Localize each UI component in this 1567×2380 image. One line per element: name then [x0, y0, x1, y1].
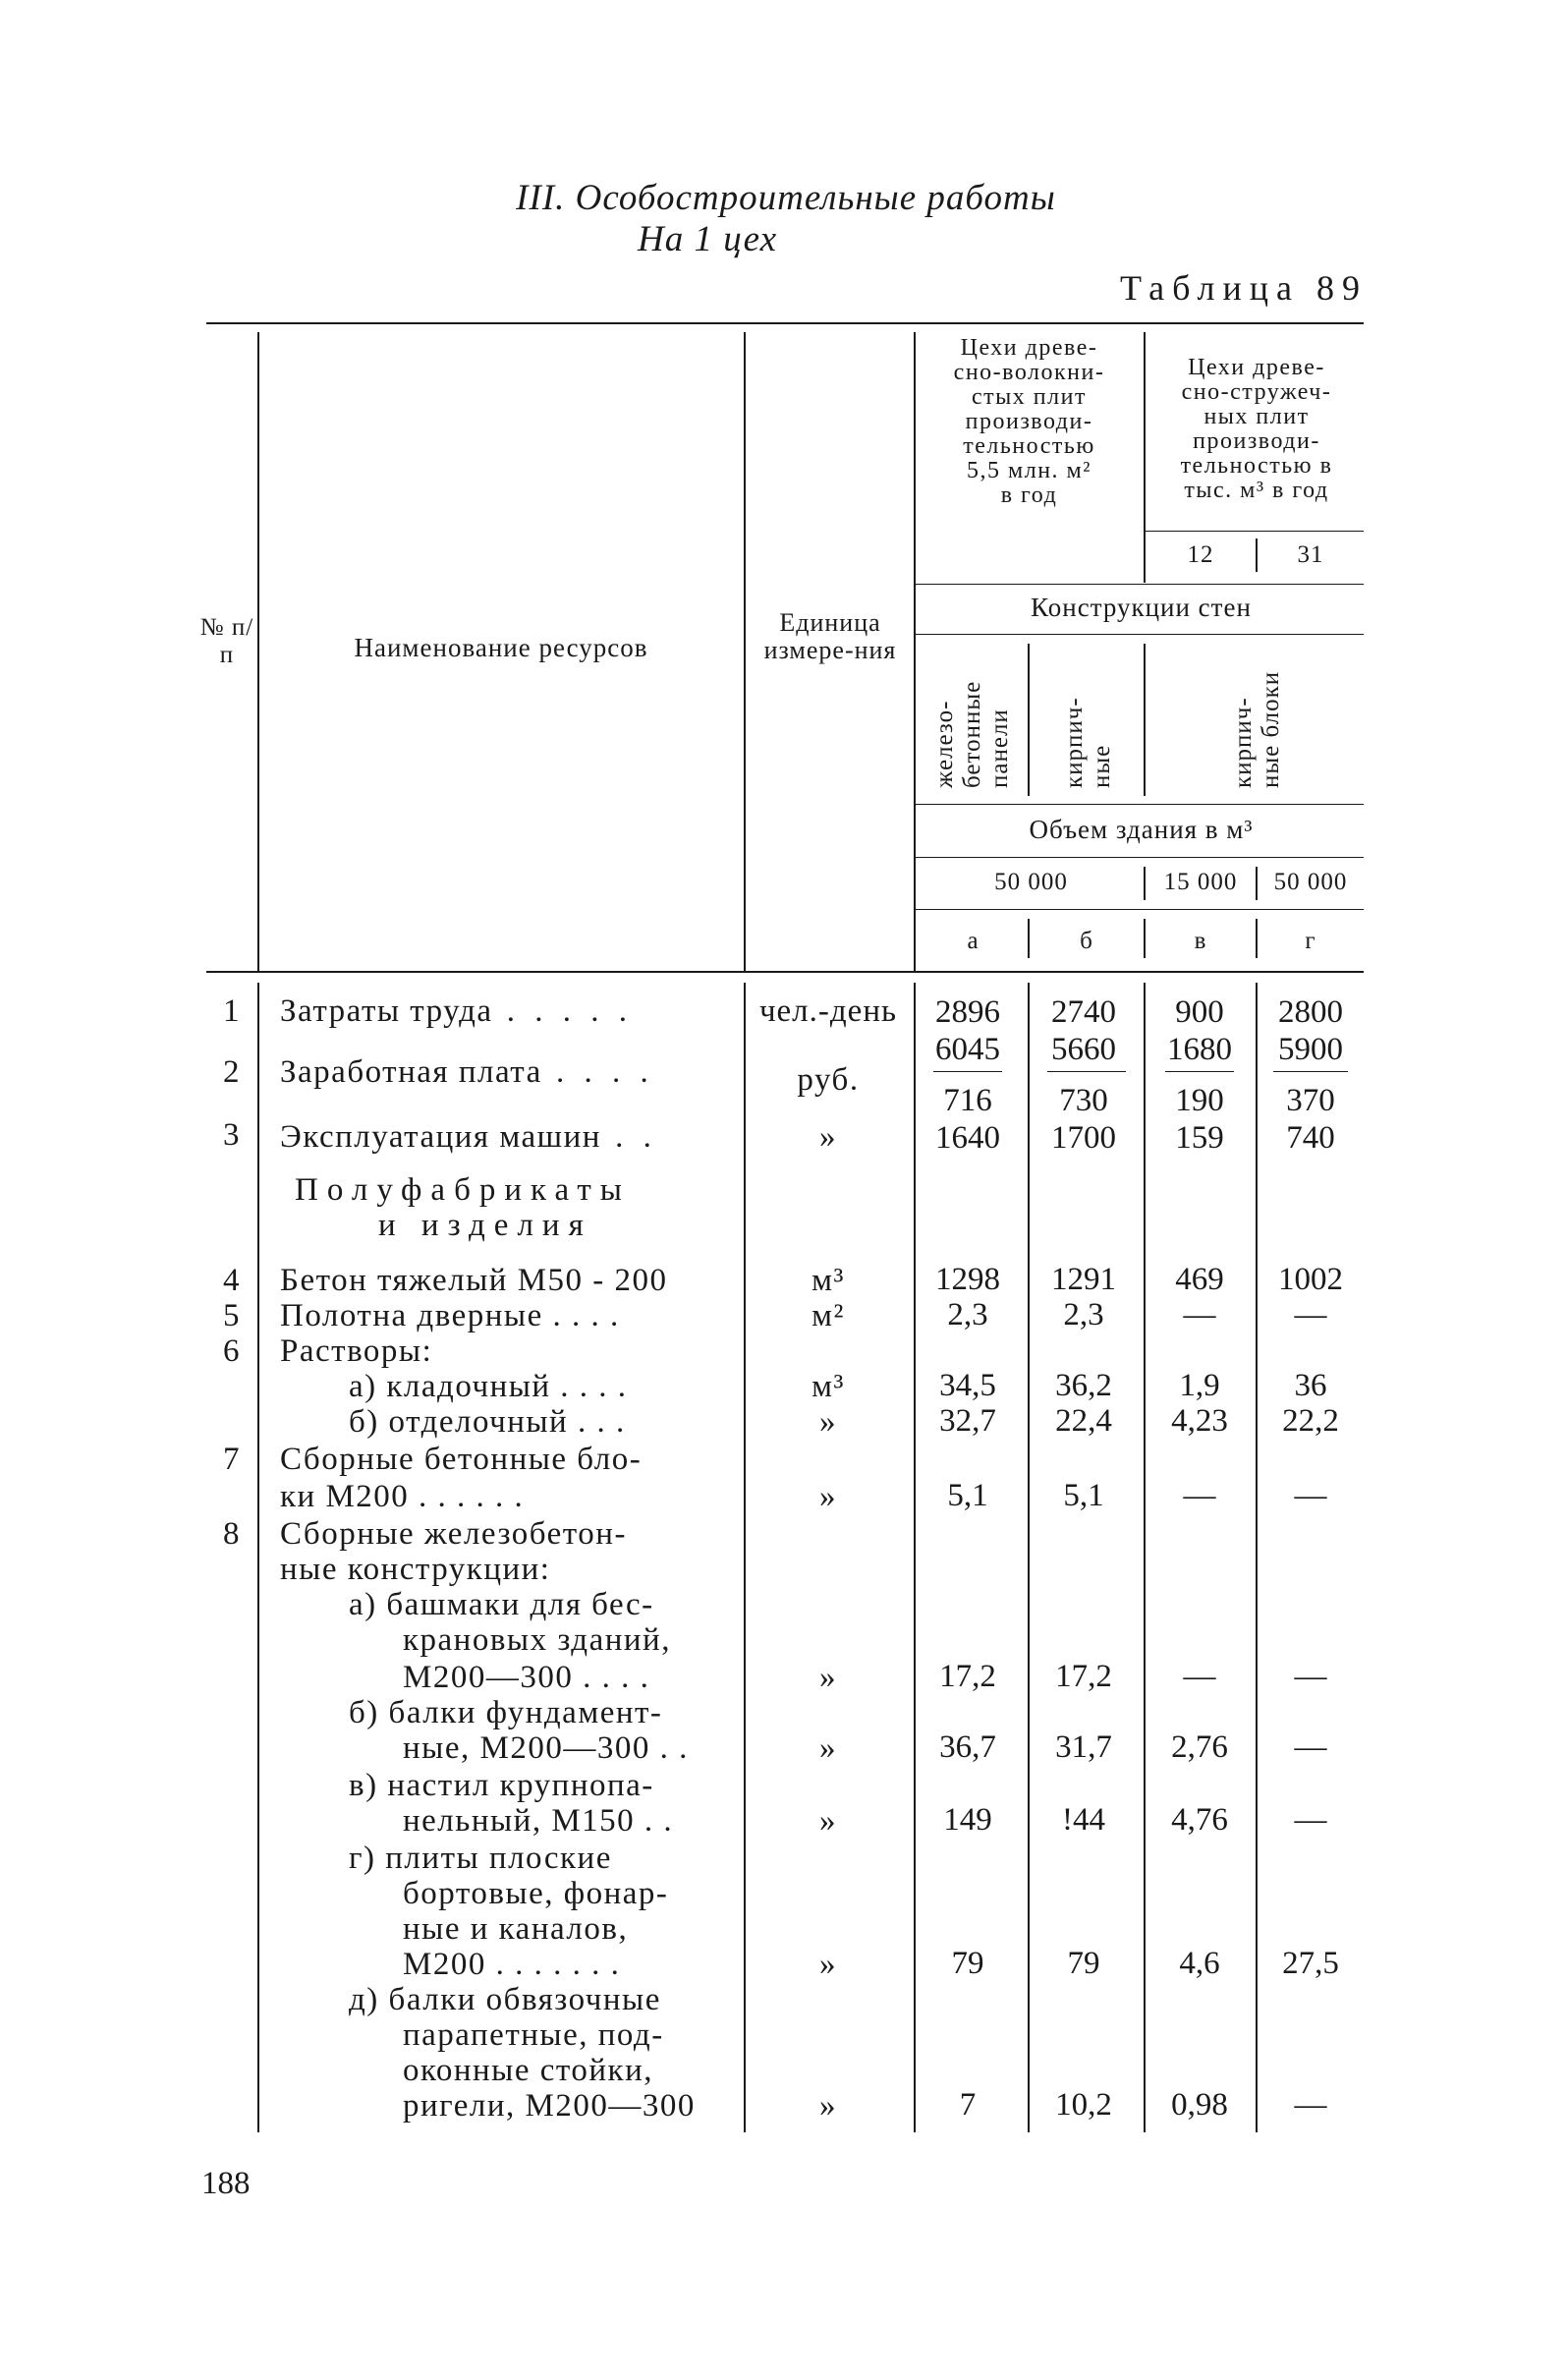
header-wall-constructions: Конструкции стен — [1031, 593, 1252, 622]
row-unit: м² — [811, 1298, 845, 1333]
row-name: ные конструкции: — [280, 1552, 551, 1587]
cell-v: 900 — [1175, 994, 1224, 1030]
cell-g: 36 — [1294, 1368, 1327, 1403]
cell-v: — — [1183, 1659, 1216, 1694]
header-group-particleboard: Цехи древе- сно-стружеч- ных плит производи- тельностью в тыс. м³ в год — [1180, 355, 1333, 503]
cell-a: 34,5 — [939, 1368, 996, 1403]
section-semifinished: Полуфабрикаты — [295, 1172, 631, 1208]
cell-g: 1002 — [1278, 1262, 1343, 1297]
row-name: оконные стойки, — [403, 2053, 653, 2088]
row-name: Сборные бетонные бло- — [280, 1442, 643, 1477]
cell-b: 2,3 — [1063, 1297, 1104, 1332]
cell-b: 5660 — [1051, 1032, 1116, 1067]
cell-v: — — [1183, 1478, 1216, 1513]
cell-a: 36,7 — [939, 1729, 996, 1765]
cell-a: 2,3 — [947, 1297, 988, 1332]
row-name: ные, М200—300 . . — [403, 1730, 689, 1766]
header-col-unit: Единица измере-ния — [763, 608, 897, 664]
cell-v: 4,23 — [1171, 1403, 1228, 1439]
row-unit: » — [819, 1730, 837, 1766]
cell-b: 17,2 — [1055, 1659, 1112, 1694]
row-number: 1 — [223, 993, 241, 1029]
header-group-fiberboard: Цехи древе- сно-волокни- стых плит производи- тельностью 5,5 млн. м² в год — [953, 335, 1105, 508]
row-unit: » — [819, 1803, 837, 1839]
page-number: 188 — [201, 2166, 251, 2201]
cell-a: 17,2 — [939, 1659, 996, 1694]
subheading: На 1 цех — [638, 219, 777, 259]
cell-g: — — [1294, 1659, 1327, 1694]
cell-v: 1,9 — [1179, 1368, 1220, 1403]
row-name: в) настил крупнопа- — [349, 1768, 654, 1803]
cell-g: — — [1294, 1478, 1327, 1513]
cell-a: 32,7 — [939, 1403, 996, 1439]
row-name: Полотна дверные . . . . — [280, 1298, 620, 1333]
cell-v: 2,76 — [1171, 1729, 1228, 1765]
cell-a: 6045 — [935, 1032, 1000, 1067]
cell-a: 1298 — [935, 1262, 1000, 1297]
header-capacity-31: 31 — [1297, 541, 1324, 568]
cell-b: 36,2 — [1055, 1368, 1112, 1403]
row-name: ригели, М200—300 — [403, 2088, 696, 2124]
row-unit: м³ — [811, 1369, 845, 1404]
cell-a: 2896 — [935, 994, 1000, 1030]
header-letter-b: б — [1080, 928, 1093, 954]
cell-g: — — [1294, 1802, 1327, 1838]
header-brick: кирпич- ные — [1061, 697, 1115, 788]
row-name: а) кладочный . . . . — [349, 1369, 628, 1404]
cell-b: !44 — [1062, 1802, 1105, 1838]
row-unit: руб. — [797, 1062, 860, 1098]
cell-b: 1291 — [1051, 1262, 1116, 1297]
cell-g: 2800 — [1278, 994, 1343, 1030]
header-col-number: № п/п — [199, 614, 254, 668]
cell-a: 5,1 — [947, 1478, 988, 1513]
row-name: б) балки фундамент- — [349, 1695, 663, 1730]
cell-b: 10,2 — [1055, 2087, 1112, 2123]
header-concrete-panels: железо- бетонные панели — [931, 680, 1013, 788]
row-name: б) отделочный . . . — [349, 1404, 626, 1440]
cell-v: 159 — [1175, 1120, 1224, 1156]
cell-a: 716 — [943, 1083, 992, 1118]
cell-b: 79 — [1067, 1946, 1100, 1981]
row-number: 7 — [223, 1442, 241, 1477]
table-caption: Таблица 89 — [1120, 268, 1368, 308]
cell-g: — — [1294, 1297, 1327, 1332]
header-capacity-12: 12 — [1187, 541, 1214, 568]
row-name: парапетные, под- — [403, 2017, 664, 2053]
row-name: М200—300 . . . . — [403, 1660, 650, 1695]
cell-v: — — [1183, 1297, 1216, 1332]
header-volume-ab: 50 000 — [994, 869, 1068, 895]
row-name: Затраты труда . . . . . — [280, 993, 634, 1029]
cell-b: 1700 — [1051, 1120, 1116, 1156]
row-unit: » — [819, 1404, 837, 1440]
header-letter-v: в — [1194, 928, 1207, 954]
cell-a: 79 — [951, 1946, 984, 1981]
cell-b: 31,7 — [1055, 1729, 1112, 1765]
cell-a: 149 — [943, 1802, 992, 1838]
row-name: Бетон тяжелый М50 - 200 — [280, 1263, 668, 1298]
header-building-volume: Объем здания в м³ — [1029, 815, 1254, 844]
row-name: Сборные железобетон- — [280, 1516, 627, 1552]
header-brick-blocks: кирпич- ные блоки — [1230, 670, 1284, 788]
cell-b: 22,4 — [1055, 1403, 1112, 1439]
header-col-name: Наименование ресурсов — [354, 633, 648, 662]
row-unit: чел.-день — [758, 993, 898, 1029]
row-name: г) плиты плоские — [349, 1841, 612, 1876]
cell-v: 469 — [1175, 1262, 1224, 1297]
cell-g: — — [1294, 2087, 1327, 2123]
row-number: 2 — [223, 1054, 241, 1090]
row-number: 6 — [223, 1333, 241, 1369]
row-number: 4 — [223, 1263, 241, 1298]
row-name: а) башмаки для бес- — [349, 1587, 654, 1622]
cell-b: 5,1 — [1063, 1478, 1104, 1513]
row-unit: » — [819, 1947, 837, 1982]
row-unit: » — [819, 1119, 837, 1155]
header-letter-a: а — [967, 928, 979, 954]
section-products: и изделия — [378, 1208, 592, 1243]
cell-g: 370 — [1286, 1083, 1335, 1118]
header-volume-g: 50 000 — [1273, 869, 1348, 895]
section-heading: III. Особостроительные работы — [516, 178, 1056, 218]
row-unit: м³ — [811, 1263, 845, 1298]
cell-g: — — [1294, 1729, 1327, 1765]
row-number: 8 — [223, 1516, 241, 1552]
row-name: крановых зданий, — [403, 1622, 671, 1658]
cell-b: 2740 — [1051, 994, 1116, 1030]
cell-a: 1640 — [935, 1120, 1000, 1156]
cell-g: 27,5 — [1282, 1946, 1339, 1981]
cell-g: 22,2 — [1282, 1403, 1339, 1439]
cell-v: 4,6 — [1179, 1946, 1220, 1981]
header-letter-g: г — [1305, 928, 1316, 954]
header-volume-v: 15 000 — [1163, 869, 1238, 895]
row-number: 3 — [223, 1117, 241, 1153]
row-unit: » — [819, 2088, 837, 2124]
cell-g: 740 — [1286, 1120, 1335, 1156]
cell-v: 4,76 — [1171, 1802, 1228, 1838]
cell-v: 0,98 — [1171, 2087, 1228, 2123]
row-name: ные и каналов, — [403, 1911, 629, 1947]
cell-v: 1680 — [1167, 1032, 1232, 1067]
row-unit: » — [819, 1479, 837, 1514]
cell-a: 7 — [959, 2087, 977, 2123]
cell-v: 190 — [1175, 1083, 1224, 1118]
row-number: 5 — [223, 1298, 241, 1333]
cell-g: 5900 — [1278, 1032, 1343, 1067]
row-name: Эксплуатация машин . . — [280, 1119, 657, 1155]
row-name: Заработная плата . . . . — [280, 1054, 654, 1090]
row-name: М200 . . . . . . . — [403, 1947, 621, 1982]
row-name: Растворы: — [280, 1333, 433, 1369]
row-name: ки М200 . . . . . . — [280, 1479, 525, 1514]
row-name: д) балки обвязочные — [349, 1982, 661, 2017]
cell-b: 730 — [1059, 1083, 1108, 1118]
row-name: нельный, М150 . . — [403, 1803, 674, 1839]
row-name: бортовые, фонар- — [403, 1876, 669, 1911]
row-unit: » — [819, 1660, 837, 1695]
